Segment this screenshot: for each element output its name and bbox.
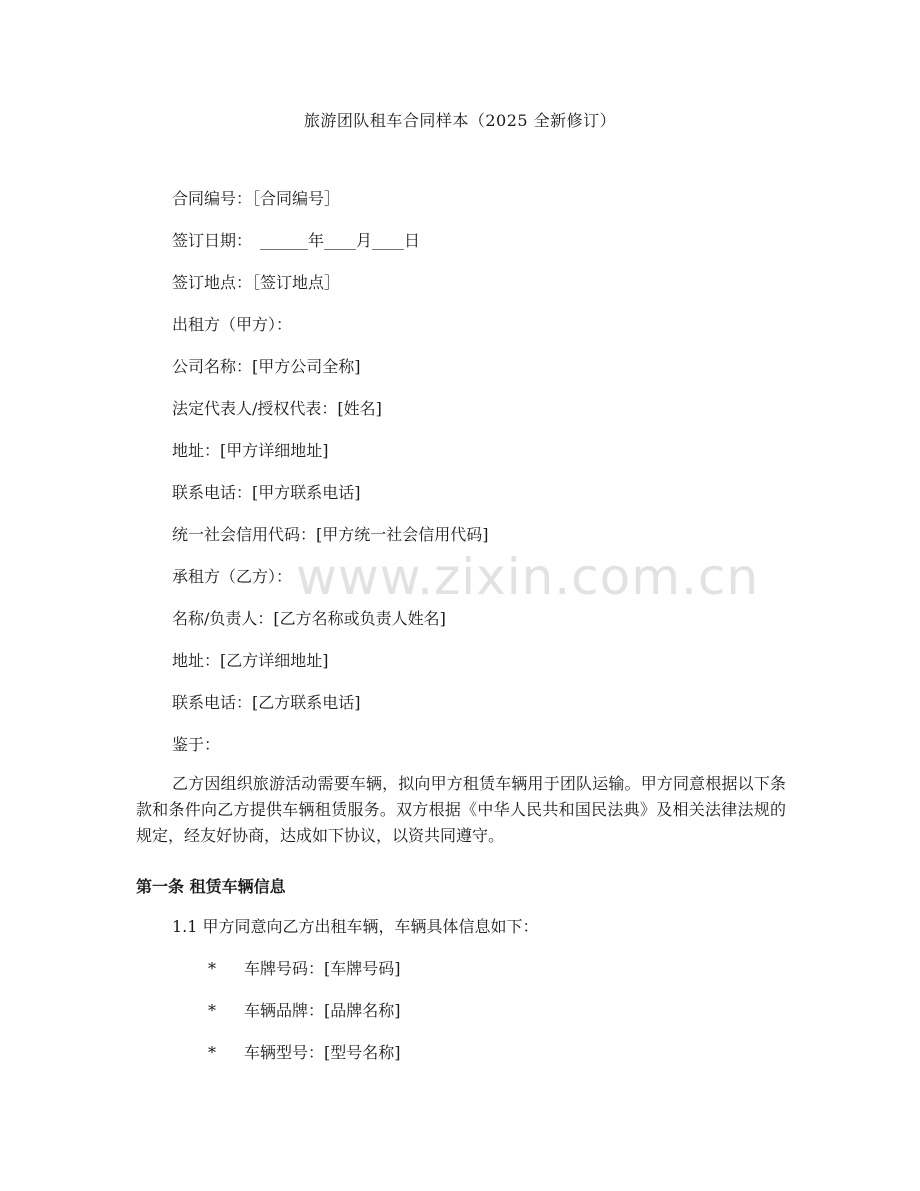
- field-whereas: 鉴于：: [172, 735, 221, 754]
- field-lessor-phone: 联系电话：[甲方联系电话]: [172, 483, 361, 502]
- field-lessee-phone: 联系电话：[乙方联系电话]: [172, 693, 361, 712]
- bullet-mark: *: [208, 1043, 216, 1062]
- field-sign-date: 签订日期： ______年____月____日: [172, 231, 421, 250]
- list-item: [208, 1000, 401, 1022]
- list-item-text: 车辆型号：[型号名称]: [244, 1043, 401, 1062]
- field-lessor-address: 地址：[甲方详细地址]: [172, 441, 329, 460]
- field-lessor-credit-code: 统一社会信用代码：[甲方统一社会信用代码]: [172, 525, 489, 544]
- field-lessor-company: 公司名称：[甲方公司全称]: [172, 357, 361, 376]
- field-lessee-heading: 承租方（乙方）：: [172, 567, 293, 586]
- watermark-text: www.zixin.com.cn: [296, 548, 760, 606]
- field-sign-place: 签订地点：［签订地点］: [172, 273, 341, 292]
- section-1-heading: 第一条 租赁车辆信息: [136, 877, 286, 896]
- field-lessor-representative: 法定代表人/授权代表：[姓名]: [172, 399, 382, 418]
- document-title: 旅游团队租车合同样本（2025 全新修订）: [303, 111, 617, 130]
- clause-1-1: 1.1 甲方同意向乙方出租车辆，车辆具体信息如下：: [172, 917, 539, 936]
- field-lessor-heading: 出租方（甲方）：: [172, 315, 293, 334]
- list-item-text: 车辆品牌：[品牌名称]: [244, 1001, 401, 1020]
- list-item: [208, 958, 401, 980]
- bullet-mark: *: [208, 959, 216, 978]
- list-item: [208, 1042, 401, 1064]
- field-lessee-address: 地址：[乙方详细地址]: [172, 651, 329, 670]
- field-lessee-name: 名称/负责人：[乙方名称或负责人姓名]: [172, 609, 446, 628]
- field-contract-number: 合同编号：［合同编号］: [172, 189, 341, 208]
- preamble-paragraph: 乙方因组织旅游活动需要车辆，拟向甲方租赁车辆用于团队运输。甲方同意根据以下条款和条件向乙方提供车辆租赁服务。双方根据《中华人民共和国民法典》及相关法律法规的规定，经友好协商，达成如下协议，以资共同遵守。: [136, 774, 786, 845]
- list-item-text: 车牌号码：[车牌号码]: [244, 959, 401, 978]
- bullet-mark: *: [208, 1001, 216, 1020]
